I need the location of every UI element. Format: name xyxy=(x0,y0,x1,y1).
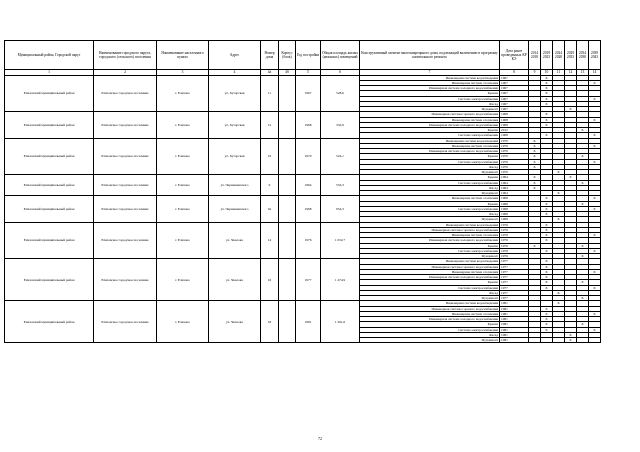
element-cell: Инженерная система водоотведения xyxy=(360,75,500,80)
period-mark-cell: X xyxy=(541,322,553,327)
period-mark-cell: X xyxy=(577,201,589,206)
period-mark-cell xyxy=(589,338,601,343)
locality-cell: г. Елизово xyxy=(157,138,209,175)
period-mark-cell: X xyxy=(577,154,589,159)
building-cell xyxy=(279,138,296,175)
kr-date-cell: 1976 xyxy=(500,238,529,243)
period-mark-cell: X xyxy=(541,327,553,332)
element-cell: Фундамент xyxy=(360,170,500,175)
house-block xyxy=(5,196,601,222)
element-cell: Инженерная система отопления xyxy=(360,269,500,274)
year-built-cell: 1970 xyxy=(296,138,321,175)
period-mark-cell: X xyxy=(589,248,601,253)
kr-date-cell: 1981 xyxy=(500,317,529,322)
building-cell xyxy=(279,196,296,222)
period-mark-cell: X xyxy=(577,243,589,248)
period-mark-cell: X xyxy=(541,196,553,201)
period-mark-cell: X xyxy=(529,149,541,154)
period-mark-cell: X xyxy=(541,285,553,290)
kr-date-cell: 1977 xyxy=(500,290,529,295)
column-number: 10 xyxy=(541,70,553,76)
element-cell: Фасад xyxy=(360,332,500,337)
period-mark-cell: X xyxy=(577,322,589,327)
period-mark-cell: X xyxy=(589,159,601,164)
element-cell: Инженерная система водоотведения xyxy=(360,301,500,306)
street-cell: ул. Чернышевского xyxy=(209,175,261,196)
element-cell: Крыша xyxy=(360,128,500,133)
settlement-cell: Елизовское городское поселение xyxy=(94,301,157,343)
period-mark-cell: X xyxy=(565,338,577,343)
period-mark-cell: X xyxy=(529,243,541,248)
kr-date-cell: 1981 xyxy=(500,338,529,343)
kr-date-cell: 1976 xyxy=(500,248,529,253)
page-number: 72 xyxy=(318,436,322,441)
kr-date-cell: 1968 xyxy=(500,212,529,217)
header-settlement: Наименование городского округа, городского (сельского) поселения xyxy=(94,41,157,70)
period-mark-cell: X xyxy=(565,332,577,337)
kr-date-cell: 1967 xyxy=(500,86,529,91)
settlement-cell: Елизовское городское поселение xyxy=(94,175,157,196)
building-cell xyxy=(279,259,296,301)
kr-date-cell: 1970 xyxy=(500,149,529,154)
header-element: Конструктивный элемент многоквартирного дома, подлежащий включению в программу капитального ремонта xyxy=(360,41,500,70)
period-mark-cell: X xyxy=(541,269,553,274)
header-building: Корпус (блок) xyxy=(279,41,296,70)
column-number: 2 xyxy=(94,70,157,76)
column-number: 14 xyxy=(589,70,601,76)
kr-date-cell: 1967 xyxy=(500,80,529,85)
element-cell: Система электроснабжения xyxy=(360,248,500,253)
element-cell: Инженерная система горячего водоснабжения xyxy=(360,112,500,117)
period-mark-cell: X xyxy=(541,75,553,80)
year-built-cell: 1968 xyxy=(296,196,321,222)
period-mark-cell: X xyxy=(529,138,541,143)
area-cell: 528,6 xyxy=(321,75,360,112)
period-mark-cell: X xyxy=(577,128,589,133)
kr-date-cell: 1976 xyxy=(500,227,529,232)
settlement-cell: Елизовское городское поселение xyxy=(94,138,157,175)
element-cell: Инженерная система холодного водоснабжения xyxy=(360,149,500,154)
kr-date-cell: 1968 xyxy=(500,112,529,117)
element-cell: Крыша xyxy=(360,154,500,159)
kr-date-cell: 1970 xyxy=(500,170,529,175)
kr-date-cell: 1968 xyxy=(500,133,529,138)
period-mark-cell: X xyxy=(541,80,553,85)
period-mark-cell: X xyxy=(541,222,553,227)
header-period-2039: 2039 2043 xyxy=(589,41,601,70)
element-cell: Система электроснабжения xyxy=(360,180,500,185)
element-cell: Крыша xyxy=(360,322,500,327)
column-number: 3 xyxy=(157,70,209,76)
period-mark-cell: X xyxy=(541,238,553,243)
period-mark-cell: X xyxy=(541,101,553,106)
settlement-cell: Елизовское городское поселение xyxy=(94,222,157,259)
element-cell: Инженерная система отопления xyxy=(360,311,500,316)
settlement-cell: Елизовское городское поселение xyxy=(94,75,157,112)
element-cell: Фундамент xyxy=(360,296,500,301)
kr-date-cell: 1981 xyxy=(500,327,529,332)
column-number: 13 xyxy=(577,70,589,76)
column-number: 4 xyxy=(209,70,261,76)
column-number: 5 xyxy=(296,70,321,76)
element-cell: Инженерная система горячего водоснабжения xyxy=(360,264,500,269)
element-cell: Инженерная система холодного водоснабжения xyxy=(360,86,500,91)
kr-date-cell: 1976 xyxy=(500,243,529,248)
kr-date-cell: 1964 xyxy=(500,185,529,190)
header-period-2019: 2019 2023 xyxy=(541,41,553,70)
building-cell xyxy=(279,222,296,259)
locality-cell: г. Елизово xyxy=(157,301,209,343)
column-number: 1 xyxy=(5,70,94,76)
year-built-cell: 1976 xyxy=(296,222,321,259)
kr-date-cell: 1977 xyxy=(500,285,529,290)
house-block xyxy=(5,259,601,301)
period-mark-cell: X xyxy=(589,80,601,85)
kr-date-cell: 1967 xyxy=(500,91,529,96)
house-number-cell: 16 xyxy=(261,138,279,175)
kr-date-cell: 1964 xyxy=(500,175,529,180)
locality-cell: г. Елизово xyxy=(157,222,209,259)
house-number-cell: 11 xyxy=(261,75,279,112)
period-mark-cell: X xyxy=(577,280,589,285)
kr-date-cell: 1977 xyxy=(500,275,529,280)
element-cell: Инженерная система холодного водоснабжения xyxy=(360,317,500,322)
period-mark-cell: X xyxy=(553,170,565,175)
element-cell: Система электроснабжения xyxy=(360,159,500,164)
kr-date-cell: 1981 xyxy=(500,332,529,337)
kr-date-cell: 1976 xyxy=(500,233,529,238)
header-kr-date: Дата ранее проведенных КР КЭ xyxy=(500,41,529,70)
district-cell: Елизовский муниципальный район xyxy=(5,301,94,343)
kr-date-cell: 1967 xyxy=(500,101,529,106)
period-mark-cell: X xyxy=(553,301,565,306)
house-number-cell: 14 xyxy=(261,222,279,259)
element-cell: Фундамент xyxy=(360,107,500,112)
kr-date-cell: 1964 xyxy=(500,191,529,196)
period-mark-cell: X xyxy=(541,259,553,264)
kr-date-cell: 1968 xyxy=(500,196,529,201)
period-mark-cell: X xyxy=(541,212,553,217)
element-cell: Фасад xyxy=(360,164,500,169)
district-cell: Елизовский муниципальный район xyxy=(5,112,94,138)
period-mark-cell: X xyxy=(589,269,601,274)
header-period-2034: 2034 2038 xyxy=(577,41,589,70)
kr-date-cell: 2012 xyxy=(500,128,529,133)
locality-cell: г. Елизово xyxy=(157,75,209,112)
period-mark-cell xyxy=(541,338,553,343)
header-district: Муниципальный район, Городской округ xyxy=(5,41,94,70)
element-cell: Инженерная система отопления xyxy=(360,143,500,148)
kr-date-cell: 1970 xyxy=(500,143,529,148)
locality-cell: г. Елизово xyxy=(157,175,209,196)
period-mark-cell: X xyxy=(541,280,553,285)
period-mark-cell: X xyxy=(541,248,553,253)
element-cell: Крыша xyxy=(360,243,500,248)
period-mark-cell: X xyxy=(553,191,565,196)
kr-date-cell: 1967 xyxy=(500,107,529,112)
kr-date-cell: 1981 xyxy=(500,301,529,306)
year-built-cell: 1964 xyxy=(296,175,321,196)
kr-date-cell: 1977 xyxy=(500,259,529,264)
period-mark-cell: X xyxy=(541,117,553,122)
settlement-cell: Елизовское городское поселение xyxy=(94,112,157,138)
settlement-cell: Елизовское городское поселение xyxy=(94,259,157,301)
period-mark-cell: X xyxy=(541,275,553,280)
street-cell: ул. Чкалова xyxy=(209,301,261,343)
period-mark-cell: X xyxy=(541,112,553,117)
element-cell: Инженерная система отопления xyxy=(360,196,500,201)
element-cell: Система электроснабжения xyxy=(360,285,500,290)
period-mark-cell: X xyxy=(589,327,601,332)
period-mark-cell: X xyxy=(589,96,601,101)
element-cell: Инженерная система горячего водоснабжения xyxy=(360,306,500,311)
area-cell: 1 474,9 xyxy=(321,259,360,301)
period-mark-cell: X xyxy=(529,143,541,148)
period-mark-cell: X xyxy=(529,164,541,169)
period-mark-cell: X xyxy=(529,175,541,180)
element-cell: Крыша xyxy=(360,201,500,206)
element-cell: Фундамент xyxy=(360,191,500,196)
header-house-number: Номер дома xyxy=(261,41,279,70)
house-number-cell: 18 xyxy=(261,301,279,343)
year-built-cell: 1968 xyxy=(296,112,321,138)
period-mark-cell: X xyxy=(541,233,553,238)
kr-date-cell: 1970 xyxy=(500,164,529,169)
capital-repair-table xyxy=(4,40,601,343)
period-mark-cell: X xyxy=(565,107,577,112)
kr-date-cell: 1981 xyxy=(500,311,529,316)
period-mark-cell: X xyxy=(541,96,553,101)
period-mark-cell: X xyxy=(541,201,553,206)
element-cell: Фасад xyxy=(360,185,500,190)
period-mark-cell: X xyxy=(541,227,553,232)
building-cell xyxy=(279,175,296,196)
kr-date-cell: 1964 xyxy=(500,180,529,185)
street-cell: ул. Чкалова xyxy=(209,259,261,301)
header-period-2024: 2024 2028 xyxy=(553,41,565,70)
kr-date-cell: 1968 xyxy=(500,217,529,222)
column-number: 9 xyxy=(529,70,541,76)
element-cell: Система электроснабжения xyxy=(360,96,500,101)
element-cell: Инженерная система водоотведения xyxy=(360,138,500,143)
element-cell: Крыша xyxy=(360,91,500,96)
district-cell: Елизовский муниципальный район xyxy=(5,138,94,175)
kr-date-cell: 1970 xyxy=(500,154,529,159)
district-cell: Елизовский муниципальный район xyxy=(5,259,94,301)
element-cell: Система электроснабжения xyxy=(360,206,500,211)
column-number: 12 xyxy=(565,70,577,76)
house-block xyxy=(5,112,601,138)
period-mark-cell: X xyxy=(529,159,541,164)
kr-date-cell: 1976 xyxy=(500,222,529,227)
building-cell xyxy=(279,75,296,112)
street-cell: ул. Чернышевского xyxy=(209,196,261,222)
kr-date-cell: 1970 xyxy=(500,159,529,164)
district-cell: Елизовский муниципальный район xyxy=(5,196,94,222)
street-cell: ул. Хуторская xyxy=(209,75,261,112)
period-mark-cell xyxy=(553,338,565,343)
kr-date-cell: 1981 xyxy=(500,306,529,311)
period-mark-cell: X xyxy=(565,175,577,180)
house-block xyxy=(5,175,601,196)
period-mark-cell: X xyxy=(541,264,553,269)
kr-date-cell: 1970 xyxy=(500,138,529,143)
header-area: Общая площадь жилых (нежилых) помещений xyxy=(321,41,360,70)
house-block xyxy=(5,301,601,343)
period-mark-cell: X xyxy=(589,117,601,122)
element-cell: Инженерная система водоотведения xyxy=(360,222,500,227)
kr-date-cell: 1968 xyxy=(500,201,529,206)
period-mark-cell: X xyxy=(541,306,553,311)
kr-date-cell: 1977 xyxy=(500,280,529,285)
locality-cell: г. Елизово xyxy=(157,259,209,301)
kr-date-cell: 1968 xyxy=(500,122,529,127)
period-mark-cell: X xyxy=(589,196,601,201)
period-mark-cell: X xyxy=(589,311,601,316)
settlement-cell: Елизовское городское поселение xyxy=(94,196,157,222)
period-mark-cell: X xyxy=(541,122,553,127)
header-period-2029: 2029 2033 xyxy=(565,41,577,70)
element-cell: Система электроснабжения xyxy=(360,327,500,332)
kr-date-cell: 1977 xyxy=(500,269,529,274)
period-mark-cell: X xyxy=(553,290,565,295)
house-block xyxy=(5,75,601,112)
column-number: 7 xyxy=(360,70,500,76)
street-cell: ул. Хуторская xyxy=(209,112,261,138)
header-locality: Наименование населенного пункта xyxy=(157,41,209,70)
locality-cell: г. Елизово xyxy=(157,196,209,222)
column-number: 8 xyxy=(500,70,529,76)
element-cell: Инженерная система холодного водоснабжения xyxy=(360,122,500,127)
period-mark-cell: X xyxy=(553,217,565,222)
element-cell: Фасад xyxy=(360,290,500,295)
year-built-cell: 1981 xyxy=(296,301,321,343)
kr-date-cell: 1968 xyxy=(500,206,529,211)
table-header xyxy=(5,41,601,76)
area-cell: 332,9 xyxy=(321,112,360,138)
house-block xyxy=(5,222,601,259)
element-cell: Крыша xyxy=(360,175,500,180)
column-number: 4б xyxy=(279,70,296,76)
period-mark-cell: X xyxy=(541,317,553,322)
period-mark-cell: X xyxy=(577,296,589,301)
period-mark-cell: X xyxy=(529,185,541,190)
area-cell: 532,3 xyxy=(321,175,360,196)
element-cell: Инженерная система водоотведения xyxy=(360,259,500,264)
element-cell: Фасад xyxy=(360,101,500,106)
district-cell: Елизовский муниципальный район xyxy=(5,75,94,112)
house-number-cell: 9 xyxy=(261,175,279,196)
period-mark-cell: X xyxy=(541,133,553,138)
house-number-cell: 9а xyxy=(261,196,279,222)
element-cell: Фасад xyxy=(360,212,500,217)
kr-date-cell: 1976 xyxy=(500,254,529,259)
element-cell: Инженерная система горячего водоснабжения xyxy=(360,227,500,232)
period-mark-cell: X xyxy=(589,133,601,138)
year-built-cell: 1977 xyxy=(296,259,321,301)
period-mark-cell: X xyxy=(529,154,541,159)
period-mark-cell xyxy=(529,338,541,343)
kr-date-cell: 1977 xyxy=(500,296,529,301)
kr-date-cell: 1967 xyxy=(500,96,529,101)
area-cell: 954,3 xyxy=(321,196,360,222)
element-cell: Крыша xyxy=(360,280,500,285)
kr-date-cell: 1977 xyxy=(500,264,529,269)
period-mark-cell: X xyxy=(577,254,589,259)
kr-date-cell: 1981 xyxy=(500,322,529,327)
element-cell: Фундамент xyxy=(360,338,500,343)
element-cell: Фундамент xyxy=(360,217,500,222)
period-mark-cell: X xyxy=(589,206,601,211)
header-address: Адрес xyxy=(209,41,261,70)
house-number-cell: 16 xyxy=(261,259,279,301)
column-number: 6 xyxy=(321,70,360,76)
header-period-2014: 2014 2018 xyxy=(529,41,541,70)
house-block xyxy=(5,138,601,175)
column-number: 4а xyxy=(261,70,279,76)
period-mark-cell: X xyxy=(541,311,553,316)
element-cell: Инженерная система отопления xyxy=(360,233,500,238)
street-cell: ул. Чкалова xyxy=(209,222,261,259)
period-mark-cell xyxy=(577,338,589,343)
area-cell: 524,1 xyxy=(321,138,360,175)
district-cell: Елизовский муниципальный район xyxy=(5,175,94,196)
column-number: 11 xyxy=(553,70,565,76)
period-mark-cell: X xyxy=(589,233,601,238)
kr-date-cell: 1968 xyxy=(500,117,529,122)
period-mark-cell: X xyxy=(541,86,553,91)
building-cell xyxy=(279,112,296,138)
element-cell: Инженерная система отопления xyxy=(360,117,500,122)
year-built-cell: 1967 xyxy=(296,75,321,112)
element-cell: Фундамент xyxy=(360,254,500,259)
street-cell: ул. Хуторская xyxy=(209,138,261,175)
element-cell: Инженерная система отопления xyxy=(360,80,500,85)
element-cell: Инженерная система холодного водоснабжения xyxy=(360,275,500,280)
header-year-built: Год постройки xyxy=(296,41,321,70)
element-cell: Инженерная система холодного водоснабжения xyxy=(360,238,500,243)
period-mark-cell: X xyxy=(589,143,601,148)
district-cell: Елизовский муниципальный район xyxy=(5,222,94,259)
period-mark-cell: X xyxy=(529,180,541,185)
period-mark-cell: X xyxy=(589,285,601,290)
area-cell: 1 032,7 xyxy=(321,222,360,259)
kr-date-cell: 1967 xyxy=(500,75,529,80)
area-cell: 1 291,6 xyxy=(321,301,360,343)
building-cell xyxy=(279,301,296,343)
locality-cell: г. Елизово xyxy=(157,112,209,138)
element-cell: Система электроснабжения xyxy=(360,133,500,138)
period-mark-cell: X xyxy=(541,91,553,96)
period-mark-cell: X xyxy=(577,180,589,185)
period-mark-cell: X xyxy=(541,206,553,211)
house-number-cell: 12 xyxy=(261,112,279,138)
